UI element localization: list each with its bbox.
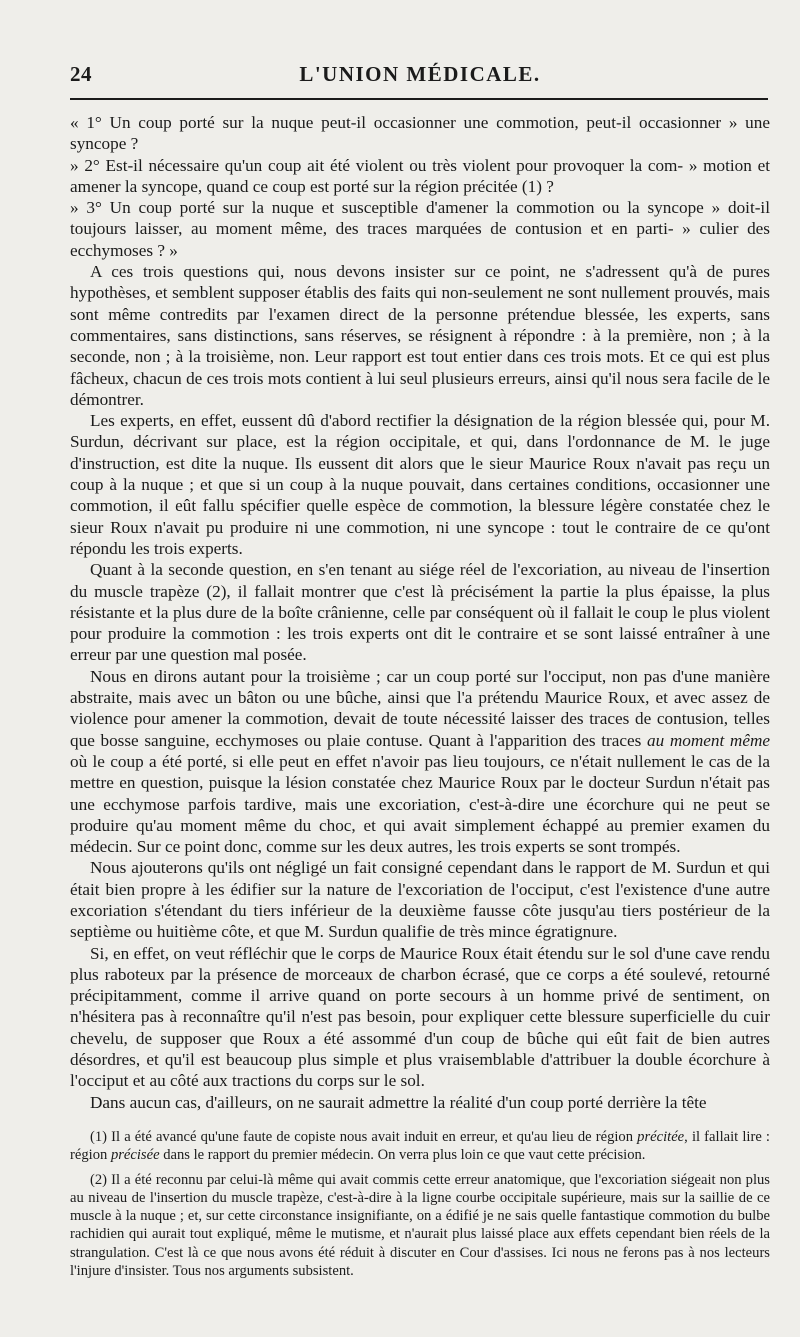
paragraph: Nous ajouterons qu'ils ont négligé un fait consigné cependant dans le rapport de M. Surdun et qui était bien propre à les édifier sur la nature de l'excoriation de l'occiput, c'est l'existence d'une autre excoriation s'étendant du tiers inférieur de la deuxième fausse côte jusqu'au tiers postérieur de la septième ou huitième côte, et que M. Surdun qualifie de très mince égratignure.	[70, 858, 770, 942]
paragraph: Si, en effet, on veut réfléchir que le corps de Maurice Roux était étendu sur le sol d'une cave rendu plus raboteux par la présence de morceaux de charbon écrasé, que ce corps a été soulevé, retourné précipitamment, comme il arrive quand on porte secours à un homme privé de sentiment, on n'hésitera pas à reconnaître qu'il n'est pas besoin, pour expliquer cette blessure superficielle du cuir chevelu, de supposer que Roux a été assommé d'un coup de bûche qui eût fait de bien autres désordres, et qu'il est beaucoup plus simple et plus vraisemblable d'attribuer la double écorchure à l'occiput et au côté aux tractions du corps sur le sol.	[70, 943, 770, 1091]
footnote-text: , il fallait lire : région	[70, 1129, 770, 1164]
footnote-2: (2) Il a été reconnu par celui-là même qui avait commis cette erreur anatomique, que l'excoriation siégeait non plus au niveau de l'insertion du muscle trapèze, c'est-à-dire à la ligne courbe occipitale supérieure, mais sur la saillie de ce muscle à la nuque ; et, sur cette circonstance insignifiante, on a édifié je ne sais quelle fantastique commotion du bulbe rachidien qui aurait tout expliqué, même le mutisme, et n'aurait plus laissé place aux effets cependant bien réels de la strangulation. C'est là ce que nous avons été réduit à discuter en Cour d'assises. Ici nous ne ferons pas à nos lecteurs l'injure d'insister. Tous nos arguments subsistent.	[70, 1171, 770, 1280]
paragraph	[70, 666, 770, 858]
journal-title: L'UNION MÉDICALE.	[299, 62, 541, 86]
paragraph: A ces trois questions qui, nous devons insister sur ce point, ne s'adressent qu'à de pures hypothèses, et semblent supposer établis des faits qui non-seulement ne sont nullement prouvés, mais sont même contredits par l'examen direct de la personne prétendue blessée, les experts, sans commentaires, sans distinctions, sans réserves, se résignent à répondre : à la première, non ; à la seconde, non ; à la troisième, non. Leur rapport est tout entier dans ces trois mots. Et ce qui est plus fâcheux, chacun de ces trois mots contient à lui seul plusieurs erreurs, ainsi qu'il nous sera facile de le démontrer.	[70, 262, 770, 409]
paragraph: Dans aucun cas, d'ailleurs, on ne saurait admettre la réalité d'un coup porté derrière la tête	[90, 1092, 707, 1112]
emphasis: précisée	[110, 1147, 160, 1164]
running-header	[70, 62, 770, 92]
paragraph-text: Nous en dirons autant pour la troisième ; car un coup porté sur l'occiput, non pas d'une manière abstraite, mais avec un bâton ou une bûche, ainsi que l'a prétendu Maurice Roux, et avec assez de violence pour amener la commotion, devait de toute nécessité laisser des traces de contusion, telles que bosse sanguine, ecchymoses ou plaie contuse. Quant à l'apparition des traces	[70, 666, 770, 750]
footnote-1	[70, 1128, 770, 1165]
question-1: « 1° Un coup porté sur la nuque peut-il occasionner une commotion, peut-il occasionner » une syncope ?	[70, 113, 770, 154]
emphasis: précitée	[637, 1129, 685, 1145]
question-2: » 2° Est-il nécessaire qu'un coup ait été violent ou très violent pour provoquer la com- » motion et amener la syncope, quand ce coup est porté sur la région précitée (1) ?	[70, 155, 770, 196]
article-body	[70, 112, 770, 1113]
paragraph: Quant à la seconde question, en s'en tenant au siége réel de l'excoriation, au niveau de l'insertion du muscle trapèze (2), il fallait montrer que c'est là précisément la partie la plus épaisse, la plus résistante et la plus dure de la boîte crânienne, celle par conséquent où il fallait le coup le plus violent pour produire la commotion : les trois experts ont dit le contraire et se sont laissé entraîner à une erreur par une question mal posée.	[70, 560, 770, 665]
footnotes	[70, 1128, 770, 1286]
paragraph-text: où le coup a été porté, si elle peut en effet n'avoir pas lieu toujours, ce n'était nullement le cas de la mettre en question, puisque la lésion constatée chez Maurice Roux par le docteur Surdun n'était pas une ecchymose parfois tardive, mais une excoriation, c'est-à-dire une écorchure qui ne peut se produire qu'au moment même du choc, et qui avait simplement échappé au premier examen du médecin. Sur ce point donc, comme sur les deux autres, les trois experts se sont trompés.	[70, 751, 770, 857]
footnote-text: (1) Il a été avancé qu'une faute de copiste nous avait induit en erreur, et qu'au lieu de région	[90, 1129, 638, 1145]
header-rule	[70, 98, 768, 100]
page-number: 24	[70, 62, 92, 86]
paragraph: Les experts, en effet, eussent dû d'abord rectifier la désignation de la région blessée qui, pour M. Surdun, décrivant sur place, est la région occipitale, et qui, dans l'ordonnance de M. le juge d'instruction, est dite la nuque. Ils eussent dit alors que le sieur Maurice Roux n'avait pas reçu un coup à la nuque ; et que si un coup à la nuque pouvait, dans certaines conditions, occasionner une commotion, il eût fallu spécifier quelle espèce de commotion, la blessure légère constatée chez le sieur Roux n'avait pu produire ni une commotion, ni une syncope : tout le contraire de ce qu'ont répondu les trois experts.	[70, 411, 770, 558]
question-3: » 3° Un coup porté sur la nuque et susceptible d'amener la commotion ou la syncope » doit-il toujours laisser, au moment même, des traces marquées de contusion et en parti- » culier des ecchymoses ? »	[70, 198, 770, 260]
footnote-text: dans le rapport du premier médecin. On verra plus loin ce que vaut cette précision.	[159, 1147, 646, 1164]
emphasis: au moment même	[646, 730, 770, 750]
